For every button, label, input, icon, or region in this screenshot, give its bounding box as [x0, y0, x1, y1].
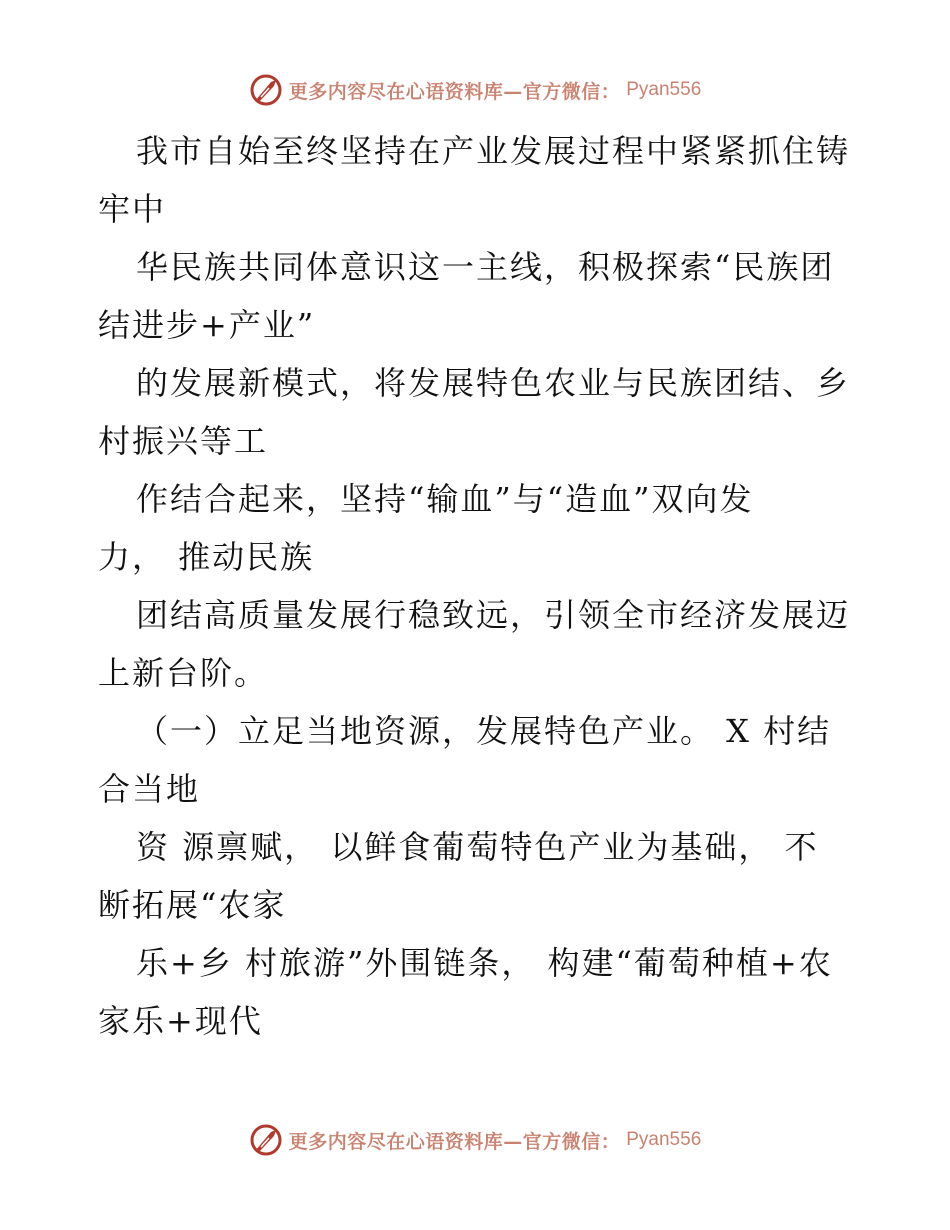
- paragraph-line: 的发展新模式，将发展特色农业与民族团结、乡: [136, 364, 851, 402]
- paragraph: [98, 470, 858, 586]
- paragraph-line: 村振兴等工: [98, 422, 269, 460]
- watermark-text: 更多内容尽在心语资料库—官方微信：: [288, 80, 621, 103]
- paragraph-line: 资 源禀赋， 以鲜食葡萄特色产业为基础， 不: [136, 828, 819, 866]
- paragraph-line: 乐+乡 村旅游”外围链条， 构建“葡萄种植+农: [136, 944, 833, 982]
- paragraph: [98, 122, 858, 238]
- footer-watermark: [0, 1122, 950, 1158]
- watermark-wechat-id: Pyan556: [626, 1129, 702, 1150]
- paragraph: [98, 934, 858, 1050]
- header-watermark: [0, 72, 950, 108]
- paragraph-line: 断拓展“农家: [98, 886, 287, 924]
- paragraph-line: 我市自始至终坚持在产业发展过程中紧紧抓住铸: [136, 132, 851, 170]
- quill-pen-logo-icon: [249, 73, 283, 107]
- quill-pen-logo-icon: [249, 1123, 283, 1157]
- paragraph: [98, 702, 858, 818]
- paragraph-line: 力， 推动民族: [98, 538, 315, 576]
- paragraph: [98, 238, 858, 354]
- paragraph-line: 作结合起来，坚持“输血”与“造血”双向发: [136, 480, 754, 518]
- paragraph-line: （一）立足当地资源，发展特色产业。 X 村结: [136, 712, 832, 750]
- paragraph: [98, 586, 858, 702]
- paragraph: [98, 818, 858, 934]
- paragraph: [98, 354, 858, 470]
- paragraph-line: 上新台阶。: [98, 654, 269, 692]
- paragraph-line: 牢中: [98, 190, 167, 228]
- paragraph-line: 团结高质量发展行稳致远，引领全市经济发展迈: [136, 596, 851, 634]
- paragraph-line: 合当地: [98, 770, 201, 808]
- document-body: [98, 122, 858, 1050]
- watermark-text: 更多内容尽在心语资料库—官方微信：: [288, 1130, 621, 1153]
- paragraph-line: 华民族共同体意识这一主线，积极探索“民族团: [136, 248, 835, 286]
- watermark-wechat-id: Pyan556: [626, 79, 702, 100]
- paragraph-line: 家乐+现代: [98, 1002, 263, 1040]
- paragraph-line: 结进步+产业”: [98, 306, 316, 344]
